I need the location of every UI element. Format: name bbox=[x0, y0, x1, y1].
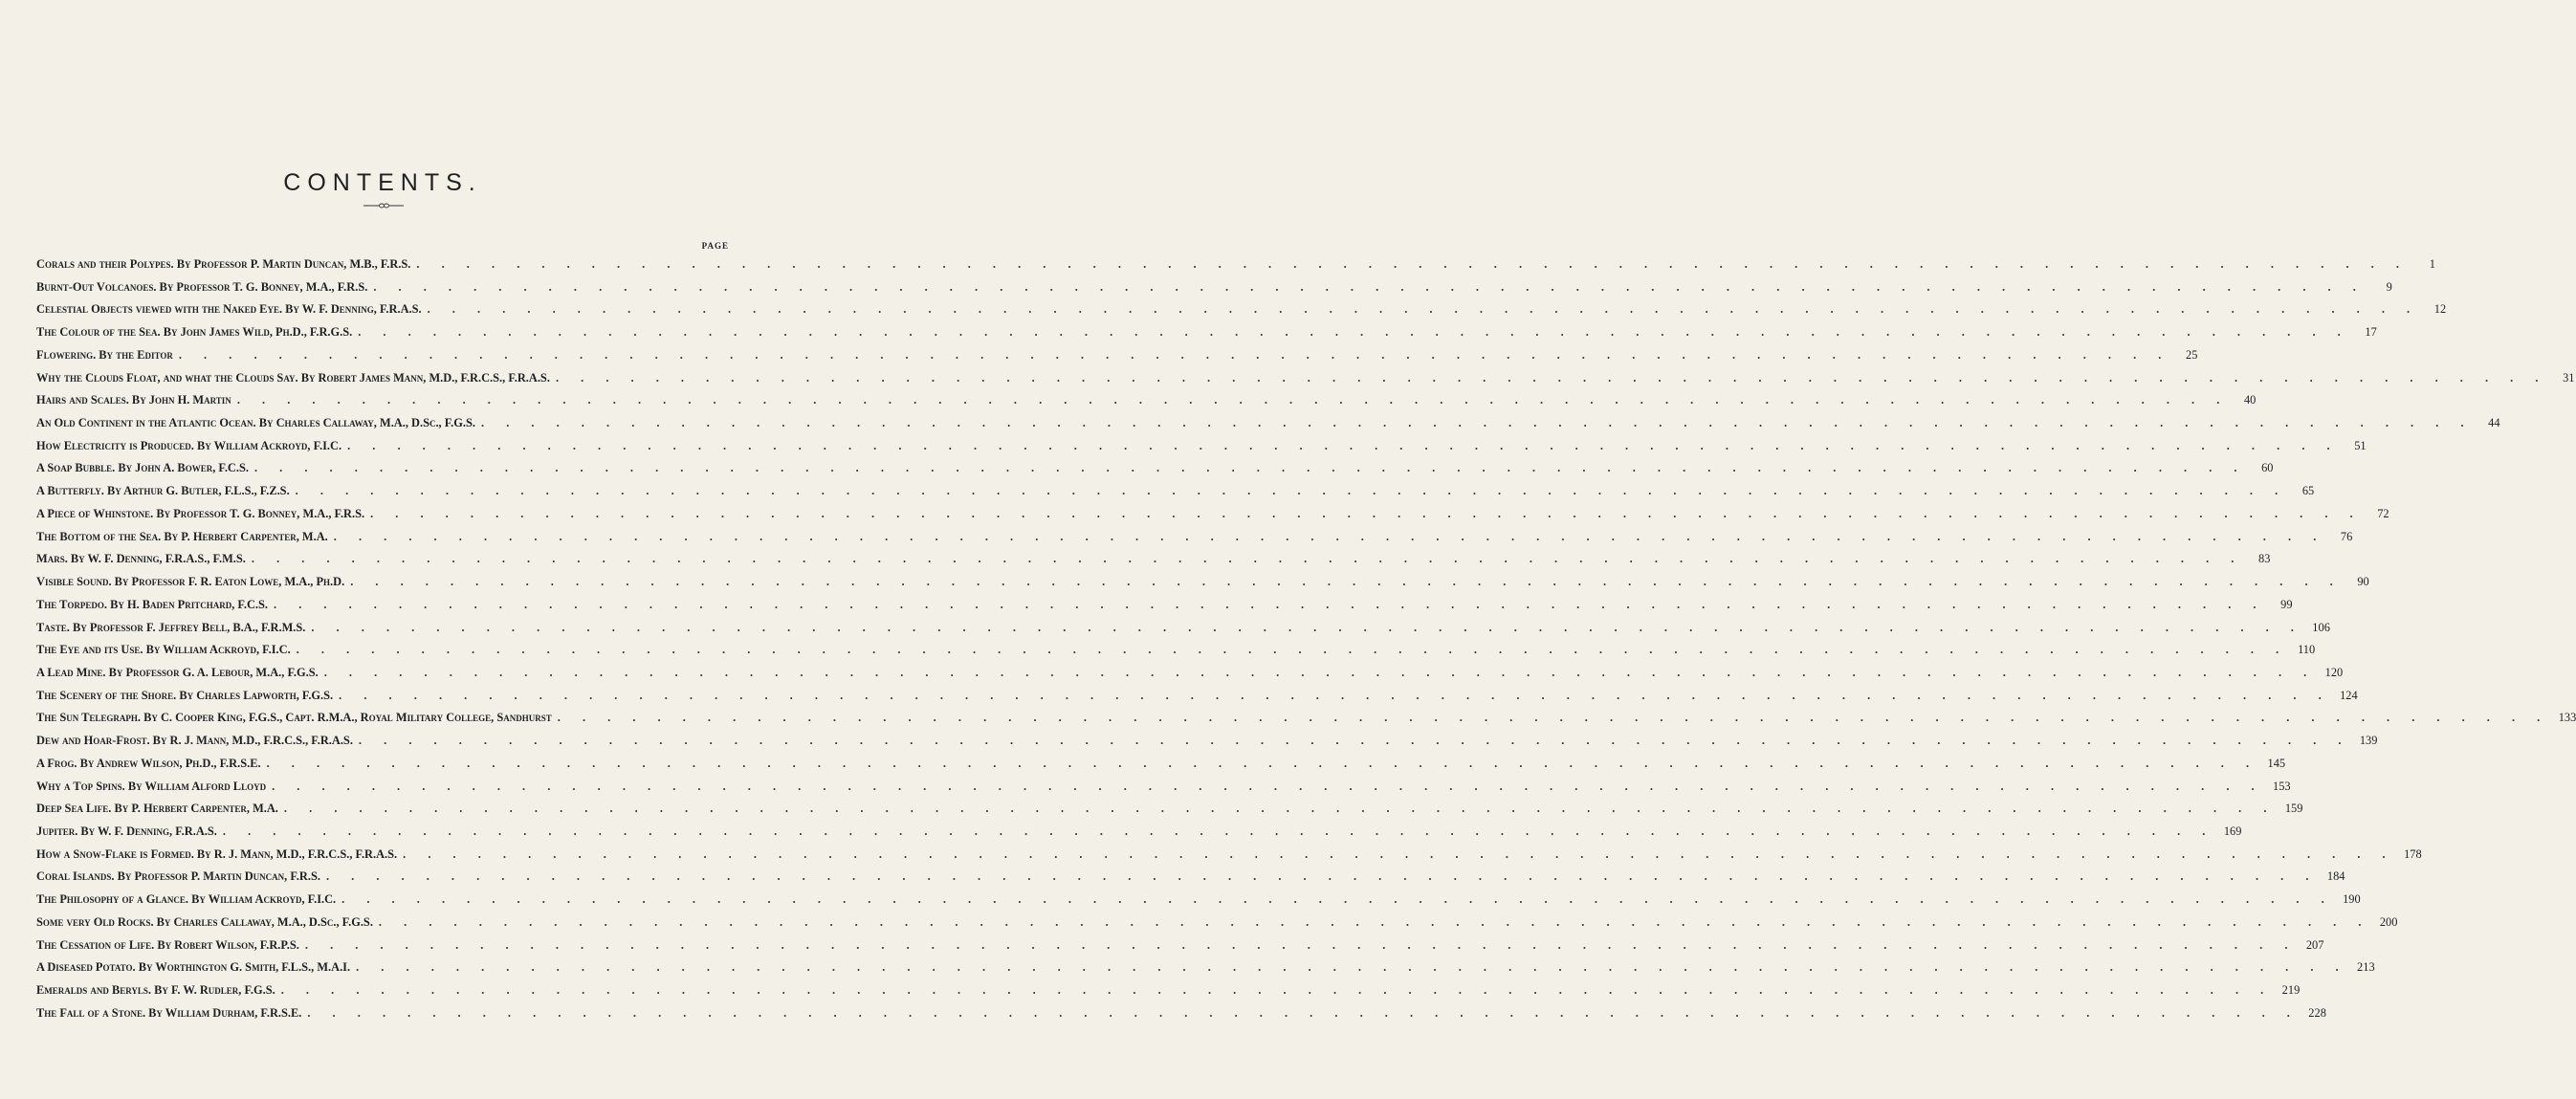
dot-leader bbox=[336, 892, 2334, 907]
dot-leader bbox=[319, 666, 2317, 680]
toc-entry-title: A Piece of Whinstone. By Professor T. G. Bonney, M.A., F.R.S. bbox=[36, 506, 365, 520]
toc-entry-page: 72 bbox=[2377, 506, 2389, 520]
toc-entry-page: 83 bbox=[2258, 552, 2271, 566]
toc-entry-title: Why a Top Spins. By William Alford Lloyd bbox=[36, 779, 267, 793]
toc-entry-title: Burnt-Out Volcanoes. By Professor T. G. Bonney, M.A., F.R.S. bbox=[36, 279, 368, 294]
toc-entry bbox=[36, 892, 2361, 915]
toc-entry-title: Dew and Hoar-Frost. By R. J. Mann, M.D., F.R.C.S., F.R.A.S. bbox=[36, 734, 353, 748]
toc-entry-page: 200 bbox=[2379, 914, 2398, 929]
toc-entry-title: A Diseased Potato. By Worthington G. Smith, F.L.S., M.A.I. bbox=[36, 960, 351, 975]
toc-entry-title: Why the Clouds Float, and what the Clouds Say. By Robert James Mann, M.D., F.R.C.S., F.R.A.S. bbox=[36, 370, 550, 385]
dot-leader bbox=[266, 780, 2264, 794]
toc-entry bbox=[36, 302, 2447, 325]
toc-entry-title: The Philosophy of a Glance. By William Ackroyd, F.I.C. bbox=[36, 892, 337, 907]
toc-entry-page: 31 bbox=[2563, 370, 2575, 385]
toc-entry bbox=[36, 597, 2293, 621]
dot-leader bbox=[367, 280, 2366, 295]
toc-entry-page: 40 bbox=[2243, 393, 2257, 407]
toc-entry-page: 124 bbox=[2340, 688, 2358, 702]
toc-entry-page: 25 bbox=[2186, 347, 2198, 362]
toc-entry-title: The Cessation of Life. By Robert Wilson, F.R.P.S. bbox=[36, 937, 299, 952]
dot-leader bbox=[301, 1006, 2300, 1021]
toc-entry-title: The Scenery of the Shore. By Charles Lapworth, F.G.S. bbox=[36, 688, 334, 702]
toc-entry-title: The Bottom of the Sea. By P. Herbert Carpenter, M.A. bbox=[36, 529, 328, 543]
toc-entry bbox=[36, 529, 2353, 553]
toc-entry-page: 207 bbox=[2305, 937, 2324, 952]
dot-leader bbox=[333, 689, 2331, 703]
toc-entry bbox=[36, 665, 2344, 689]
toc-entry-page: 76 bbox=[2340, 529, 2353, 543]
toc-entry-page: 133 bbox=[2558, 711, 2576, 725]
dot-leader bbox=[249, 461, 2247, 475]
toc-entry bbox=[36, 937, 2324, 961]
toc-entry-title: The Fall of a Stone. By William Durham, F.R.S.E. bbox=[36, 1005, 302, 1020]
toc-entry bbox=[36, 983, 2301, 1006]
toc-entry bbox=[36, 416, 2500, 439]
toc-entry-title: A Frog. By Andrew Wilson, Ph.D., F.R.S.E. bbox=[36, 756, 261, 770]
toc-entry-page: 12 bbox=[2433, 302, 2447, 317]
toc-entry-page: 60 bbox=[2261, 461, 2274, 475]
toc-entry-page: 178 bbox=[2404, 846, 2422, 861]
toc-entry bbox=[36, 257, 2435, 280]
toc-entry bbox=[36, 688, 2358, 712]
toc-entry-page: 169 bbox=[2223, 824, 2242, 838]
toc-entry-title: Corals and their Polypes. By Professor P. Martin Duncan, M.B., F.R.S. bbox=[36, 257, 411, 271]
toc-entry bbox=[36, 643, 2316, 666]
dot-leader bbox=[246, 552, 2244, 566]
toc-entry-page: 99 bbox=[2280, 597, 2293, 611]
dot-leader bbox=[328, 530, 2326, 544]
dot-leader bbox=[373, 915, 2371, 930]
page-column-heading: PAGE bbox=[701, 241, 729, 251]
dot-leader bbox=[350, 960, 2348, 975]
toc-entry bbox=[36, 347, 2198, 371]
dot-leader bbox=[305, 621, 2303, 635]
toc-entry-title: Jupiter. By W. F. Denning, F.R.A.S. bbox=[36, 824, 217, 838]
dot-leader bbox=[341, 439, 2340, 453]
dot-leader bbox=[352, 325, 2350, 340]
toc-entry-page: 213 bbox=[2357, 960, 2375, 975]
dot-leader bbox=[550, 371, 2548, 385]
dot-leader bbox=[275, 983, 2274, 998]
toc-entry-page: 159 bbox=[2284, 802, 2303, 816]
toc-entry-page: 184 bbox=[2326, 869, 2345, 884]
dot-leader bbox=[410, 257, 2409, 272]
toc-entry-title: The Sun Telegraph. By C. Cooper King, F.G.S., Capt. R.M.A., Royal Military College, Sandhurst bbox=[36, 711, 552, 725]
toc-entry-page: 110 bbox=[2298, 643, 2316, 657]
toc-entry bbox=[36, 756, 2286, 780]
toc-entry bbox=[36, 914, 2398, 938]
toc-entry-page: 51 bbox=[2354, 438, 2367, 452]
dot-leader bbox=[364, 507, 2363, 521]
toc-entry-page: 9 bbox=[2386, 279, 2392, 294]
toc-entry-title: Hairs and Scales. By John H. Martin bbox=[36, 393, 231, 407]
dot-leader bbox=[475, 416, 2474, 430]
toc-entry bbox=[36, 461, 2274, 484]
toc-entry-page: 90 bbox=[2357, 575, 2369, 589]
toc-entry bbox=[36, 506, 2389, 530]
toc-entry bbox=[36, 620, 2330, 644]
toc-entry bbox=[36, 802, 2303, 824]
toc-entry-page: 106 bbox=[2312, 620, 2330, 634]
dot-leader bbox=[344, 575, 2343, 589]
divider-ornament-icon bbox=[335, 201, 430, 210]
toc-entry bbox=[36, 484, 2315, 507]
toc-entry-title: Visible Sound. By Professor F. R. Eaton Lowe, M.A., Ph.D. bbox=[36, 575, 345, 589]
page-title: CONTENTS. bbox=[283, 169, 482, 196]
toc-entry bbox=[36, 734, 2378, 757]
toc-entry bbox=[36, 393, 2257, 416]
toc-entry-title: Flowering. By the Editor bbox=[36, 347, 173, 362]
toc-entry-title: The Eye and its Use. By William Ackroyd, F.I.C. bbox=[36, 643, 291, 657]
toc-entry-title: Deep Sea Life. By P. Herbert Carpenter, M.A. bbox=[36, 802, 278, 816]
toc-entry bbox=[36, 438, 2367, 462]
toc-entry-page: 120 bbox=[2324, 665, 2344, 679]
toc-entry-title: Mars. By W. F. Denning, F.R.A.S., F.M.S. bbox=[36, 552, 246, 566]
toc-entry-page: 145 bbox=[2267, 756, 2286, 770]
table-of-contents bbox=[36, 257, 2576, 1028]
toc-entry bbox=[36, 711, 2576, 734]
dot-leader bbox=[290, 484, 2288, 498]
toc-entry-title: The Colour of the Sea. By John James Wild, Ph.D., F.R.G.S. bbox=[36, 325, 353, 340]
toc-entry-title: Coral Islands. By Professor P. Martin Duncan, F.R.S. bbox=[36, 869, 320, 884]
dot-leader bbox=[299, 938, 2298, 953]
toc-entry bbox=[36, 370, 2575, 394]
dot-leader bbox=[422, 302, 2420, 317]
dot-leader bbox=[217, 824, 2215, 839]
toc-entry bbox=[36, 824, 2242, 847]
dot-leader bbox=[320, 869, 2319, 884]
toc-entry-title: Some very Old Rocks. By Charles Callaway, M.A., D.Sc., F.G.S. bbox=[36, 914, 373, 929]
dot-leader bbox=[278, 802, 2277, 816]
dot-leader bbox=[291, 643, 2289, 657]
toc-entry bbox=[36, 960, 2375, 983]
toc-entry-title: The Torpedo. By H. Baden Pritchard, F.C.S. bbox=[36, 597, 268, 611]
toc-entry-page: 65 bbox=[2301, 484, 2315, 498]
toc-entry-page: 44 bbox=[2488, 416, 2500, 430]
toc-entry bbox=[36, 1005, 2326, 1029]
dot-leader bbox=[552, 711, 2550, 725]
toc-entry bbox=[36, 325, 2377, 348]
toc-entry-page: 219 bbox=[2281, 983, 2301, 997]
toc-entry bbox=[36, 846, 2422, 870]
toc-entry-title: Taste. By Professor F. Jeffrey Bell, B.A., F.R.M.S. bbox=[36, 620, 306, 634]
toc-entry-title: Celestial Objects viewed with the Naked Eye. By W. F. Denning, F.R.A.S. bbox=[36, 302, 422, 317]
toc-entry bbox=[36, 279, 2392, 303]
toc-entry-title: Emeralds and Beryls. By F. W. Rudler, F.G.S. bbox=[36, 983, 275, 997]
toc-entry-title: A Butterfly. By Arthur G. Butler, F.L.S., F.Z.S. bbox=[36, 484, 290, 498]
toc-entry-title: An Old Continent in the Atlantic Ocean. By Charles Callaway, M.A., D.Sc., F.G.S. bbox=[36, 416, 476, 430]
dot-leader bbox=[173, 348, 2171, 363]
toc-entry-page: 228 bbox=[2308, 1005, 2326, 1020]
toc-entry-title: How Electricity is Produced. By William Ackroyd, F.I.C. bbox=[36, 438, 342, 452]
toc-entry bbox=[36, 575, 2369, 598]
toc-entry-page: 190 bbox=[2343, 892, 2361, 907]
toc-entry-title: A Lead Mine. By Professor G. A. Lebour, M.A., F.G.S. bbox=[36, 665, 319, 679]
toc-entry bbox=[36, 869, 2345, 892]
dot-leader bbox=[261, 757, 2259, 771]
dot-leader bbox=[231, 393, 2230, 407]
toc-entry bbox=[36, 779, 2291, 802]
toc-entry-title: How a Snow-Flake is Formed. By R. J. Mann, M.D., F.R.C.S., F.R.A.S. bbox=[36, 846, 398, 861]
toc-entry-page: 1 bbox=[2429, 257, 2435, 271]
toc-entry-title: A Soap Bubble. By John A. Bower, F.C.S. bbox=[36, 461, 249, 475]
dot-leader bbox=[397, 847, 2395, 862]
toc-entry-page: 17 bbox=[2365, 325, 2377, 340]
toc-entry bbox=[36, 552, 2271, 575]
toc-entry-page: 153 bbox=[2273, 779, 2291, 793]
dot-leader bbox=[268, 598, 2266, 612]
dot-leader bbox=[353, 734, 2351, 748]
toc-entry-page: 139 bbox=[2359, 734, 2378, 748]
